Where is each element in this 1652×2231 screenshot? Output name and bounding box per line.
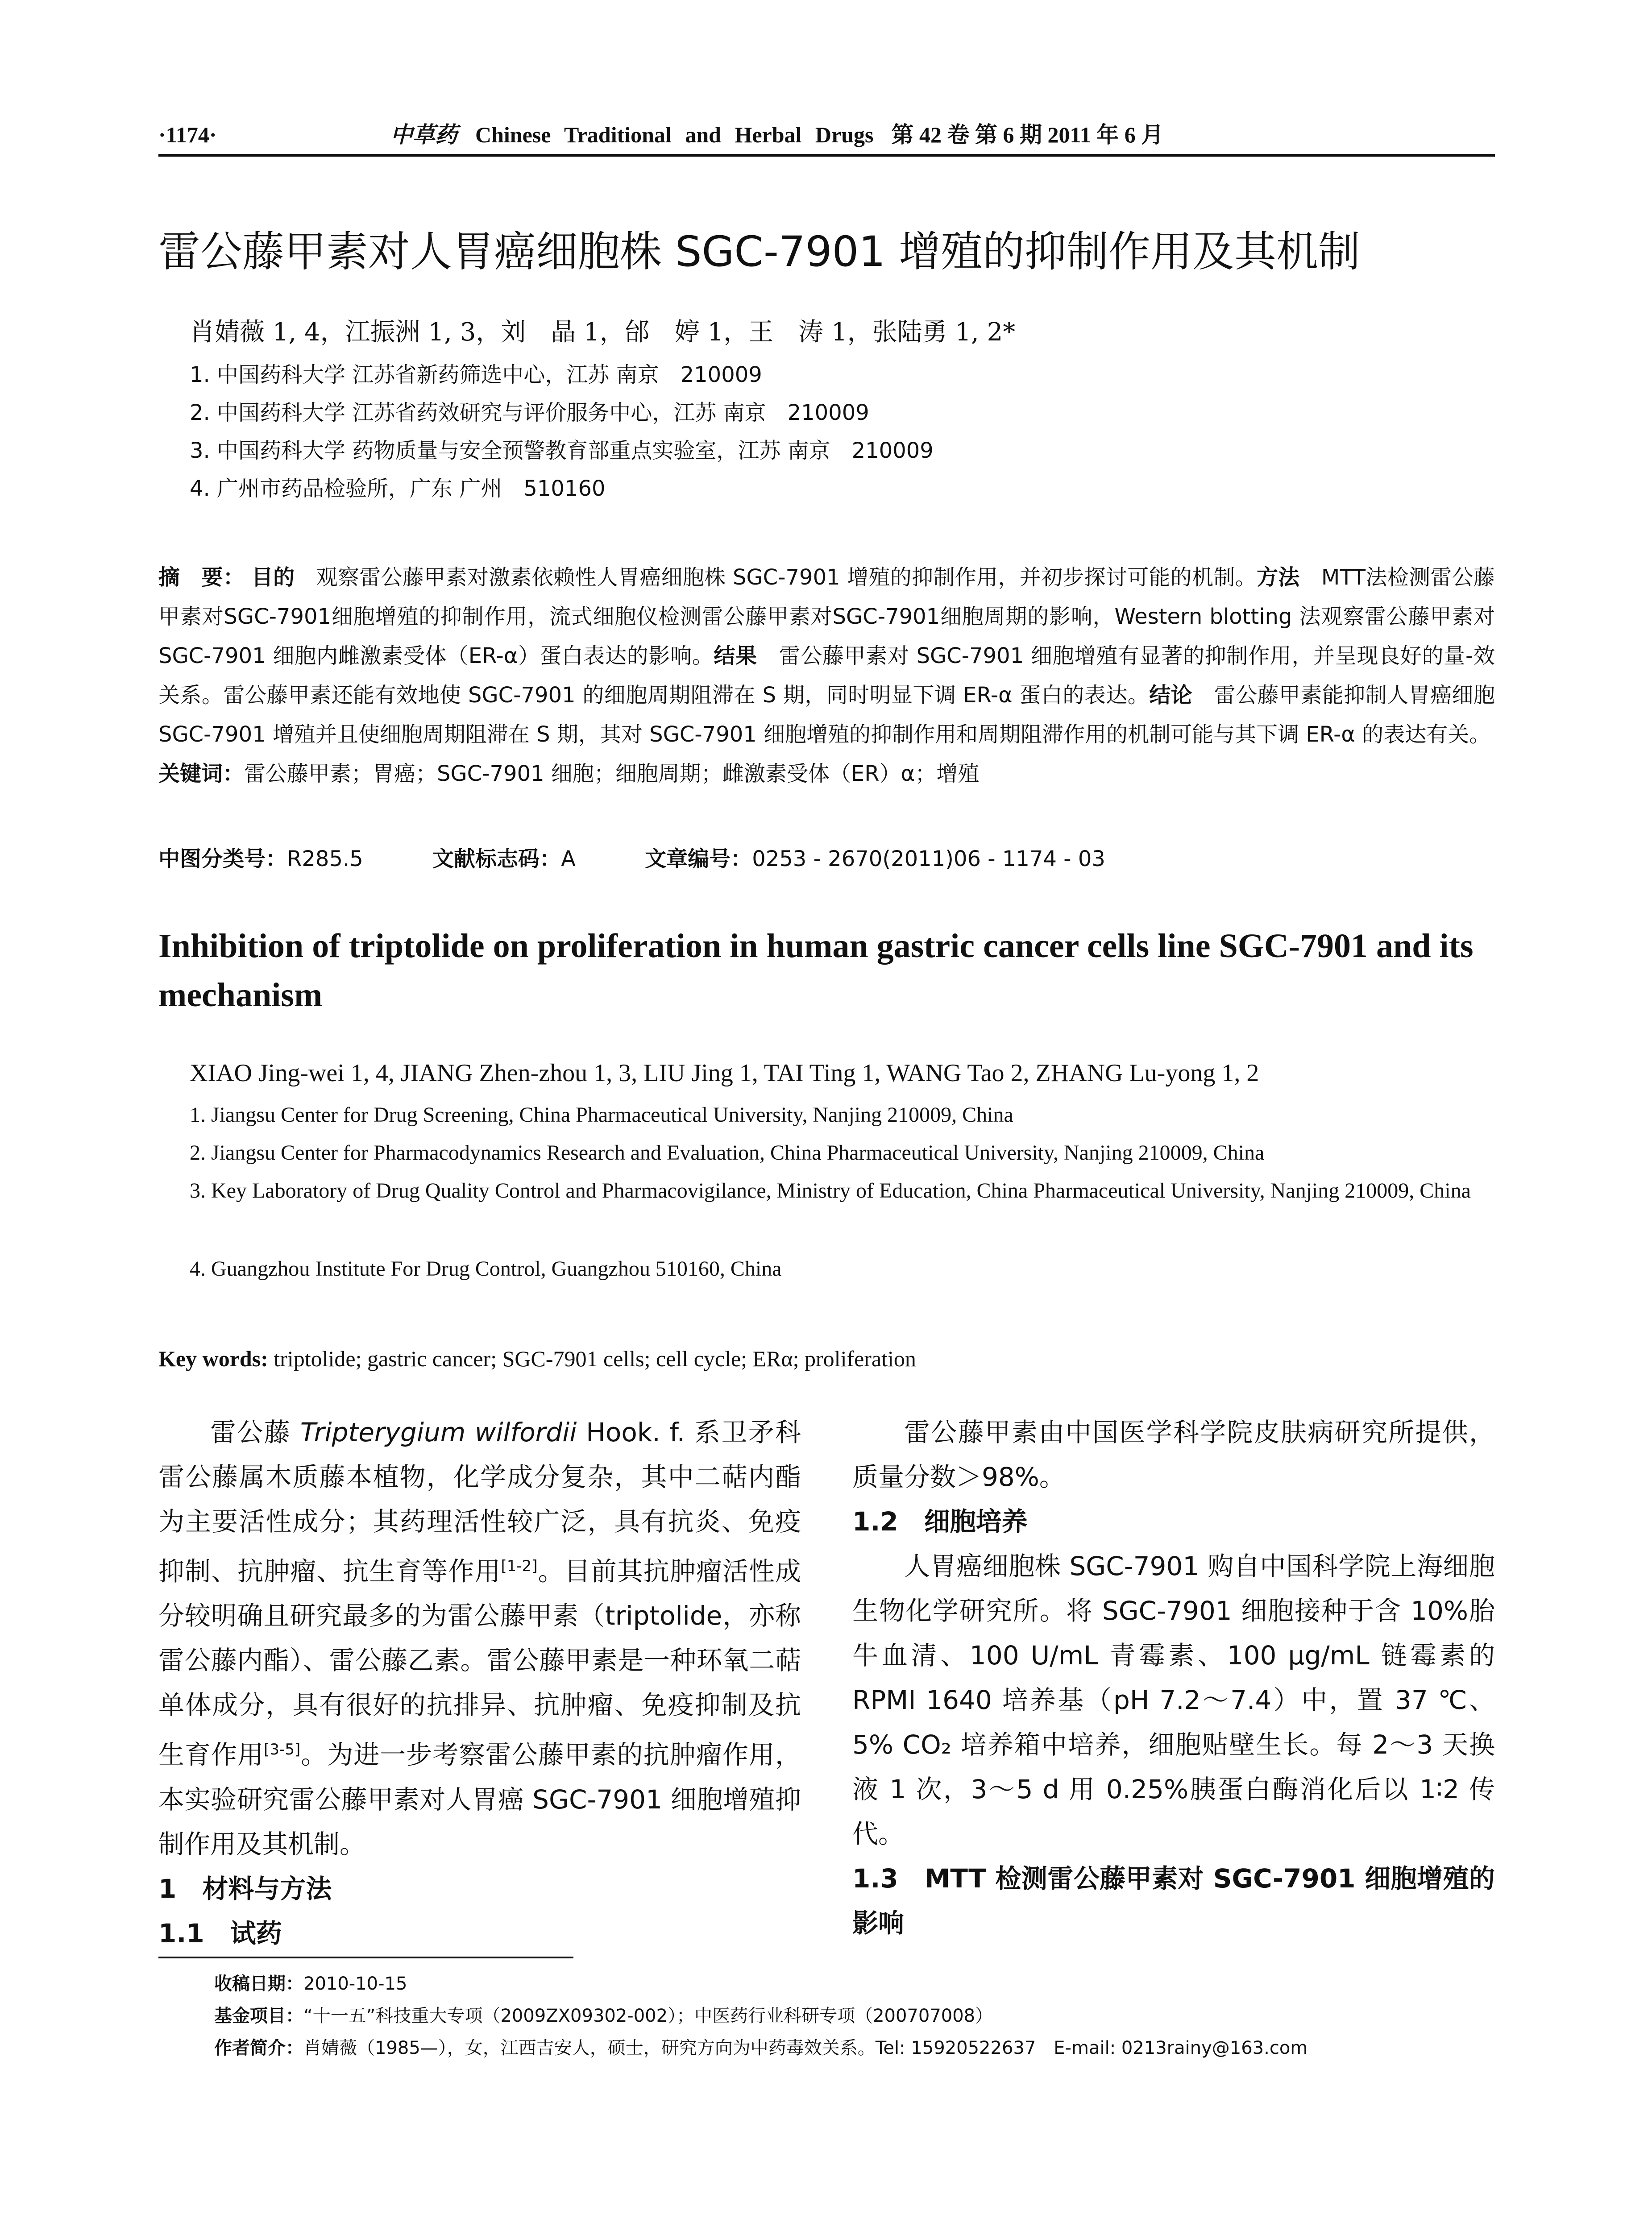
keywords-cn-label: 关键词： [158,761,245,786]
citation-ref: [1-2] [501,1557,538,1575]
conclusion-text: 雷公藤甲素能抑制人胃癌细胞 SGC-7901 增殖并且使细胞周期阻滞在 S 期，其对 SGC-7901 细胞增殖的抑制作用和周期阻滞作用的机制可能与其下调 ER-α 的表达有关。 [158,683,1495,747]
culture-paragraph: 人胃癌细胞株 SGC-7901 购自中国科学院上海细胞生物化学研究所。将 SGC-7901 细胞接种于含 10%胎牛血清、100 U/mL 青霉素、100 μg/mL 链霉素的 RPMI 1640 培养基（pH 7.2～7.4）中，置 37 ℃、5% CO₂ 培养箱中培养，细胞贴壁生长。每 2～3 天换液 1 次，3～5 d 用 0.25%胰蛋白酶消化后以 1∶2 传代。 [852,1551,1495,1849]
keywords-cn-text: 雷公藤甲素；胃癌；SGC-7901 细胞；细胞周期；雌激素受体（ER）α；增殖 [244,761,980,786]
english-title: Inhibition of triptolide on proliferation in human gastric cancer cells line SGC-7901 and its mechanism [158,927,1474,1014]
chinese-title: 雷公藤甲素对人胃癌细胞株 SGC-7901 增殖的抑制作用及其机制 [158,228,1361,276]
body-right-column [852,1410,1495,1945]
article-number-label: 文章编号： [645,846,752,871]
section-heading-1: 1 材料与方法 [158,1873,332,1904]
body-left-column [158,1410,801,1956]
fund-label: 基金项目： [214,2006,303,2026]
latin-name: Tripterygium wilfordii [300,1417,577,1447]
method-label: 方法 [1256,565,1300,590]
classification-line [158,839,1495,879]
intro-paragraph [158,1410,801,1866]
running-header [158,117,1495,153]
intro-text-d: 。为进一步考察雷公藤甲素的抗肿瘤作用，本实验研究雷公藤甲素对人胃癌 SGC-7901 细胞增殖抑制作用及其机制。 [158,1739,801,1859]
english-affiliation-4: 4. Guangzhou Institute For Drug Control, Guangzhou 510160, China [190,1257,782,1281]
footnotes [214,1968,1495,2064]
english-authors: XIAO Jing-wei 1, 4, JIANG Zhen-zhou 1, 3, LIU Jing 1, TAI Ting 1, WANG Tao 2, ZHANG Lu-yong 1, 2 [190,1059,1259,1087]
reagent-paragraph: 雷公藤甲素由中国医学科学院皮肤病研究所提供，质量分数＞98%。 [852,1417,1495,1492]
received-value: 2010-10-15 [303,1974,407,1994]
result-label: 结果 [714,643,757,668]
funding [214,2000,1495,2032]
english-affiliation-3: 3. Key Laboratory of Drug Quality Control and Pharmacovigilance, Ministry of Education, China Pharmaceutical University, Nanjing 210009, China [190,1179,1471,1203]
abstract-label: 摘 要： [158,565,245,590]
intro-text-c: 。目前其抗肿瘤活性成分较明确且研究最多的为雷公藤甲素（triptolide，亦称雷公藤内酯）、雷公藤乙素。雷公藤甲素是一种环氧二萜单体成分，具有很好的抗排异、抗肿瘤、免疫抑制及抗生育作用 [158,1556,801,1770]
doc-code-label: 文献标志码： [432,846,561,871]
english-affiliation-2: 2. Jiangsu Center for Pharmacodynamics Research and Evaluation, China Pharmaceutical University, Nanjing 210009, China [190,1141,1265,1165]
chinese-affiliation-1: 1. 中国药科大学 江苏省新药筛选中心，江苏 南京 210009 [190,362,762,387]
intro-text-a: 雷公藤 [210,1417,300,1447]
fund-value: “十一五”科技重大专项（2009ZX09302-002）；中医药行业科研专项（200707008） [303,2006,993,2026]
result-text: 雷公藤甲素对 SGC-7901 细胞增殖有显著的抑制作用，并呈现良好的量-效关系。雷公藤甲素还能有效地使 SGC-7901 的细胞周期阻滞在 S 期，同时明显下调 ER-α 蛋白的表达。 [158,643,1495,708]
section-heading-1-2: 1.2 细胞培养 [852,1506,1028,1537]
footnote-rule [158,1957,573,1958]
received-label: 收稿日期： [214,1974,303,1994]
chinese-affiliation-3: 3. 中国药科大学 药物质量与安全预警教育部重点实验室，江苏 南京 210009 [190,438,934,463]
chinese-authors: 肖婧薇 1, 4，江振洲 1, 3，刘 晶 1，邰 婷 1，王 涛 1，张陆勇 1, 2* [190,318,1016,347]
journal-en-name: Chinese Traditional and Herbal Drugs [475,122,874,147]
doc-code-value: A [561,846,576,871]
citation-ref: [3-5] [264,1741,301,1759]
chinese-affiliation-4: 4. 广州市药品检验所，广东 广州 510160 [190,476,606,501]
page-number: ·1174· [158,122,217,147]
author-bio-label: 作者简介： [214,2038,303,2058]
received-date [214,1968,1495,2000]
conclusion-label: 结论 [1149,683,1193,708]
chinese-affiliation-2: 2. 中国药科大学 江苏省药效研究与评价服务中心，江苏 南京 210009 [190,400,869,425]
author-bio-value: 肖婧薇（1985—），女，江西吉安人，硕士，研究方向为中药毒效关系。Tel: 15920522637 E-mail: 0213rainy@163.com [303,2038,1308,2058]
journal-issue: 第 42 卷 第 6 期 2011 年 6 月 [891,122,1164,147]
objective-label: 目的 [251,565,295,590]
keywords-en-text: triptolide; gastric cancer; SGC-7901 cells; cell cycle; ERα; proliferation [274,1346,916,1371]
intro-text-b: Hook. f. 系卫矛科雷公藤属木质藤本植物，化学成分复杂，其中二萜内酯为主要活性成分；其药理活性较广泛，具有抗炎、免疫抑制、抗肿瘤、抗生育等作用 [158,1417,801,1587]
objective-text: 观察雷公藤甲素对激素依赖性人胃癌细胞株 SGC-7901 增殖的抑制作用，并初步探讨可能的机制。 [316,565,1257,590]
keywords-en-label: Key words: [158,1346,268,1371]
clc-value: R285.5 [287,846,363,871]
english-keywords [158,1339,916,1379]
section-heading-1-3: 1.3 MTT 检测雷公藤甲素对 SGC-7901 细胞增殖的影响 [852,1863,1495,1938]
author-bio [214,2032,1495,2064]
chinese-abstract [158,558,1495,793]
clc-label: 中图分类号： [158,846,287,871]
article-number-value: 0253 - 2670(2011)06 - 1174 - 03 [752,846,1105,871]
journal-info [390,117,1163,153]
method-text: MTT法检测雷公藤甲素对SGC-7901细胞增殖的抑制作用，流式细胞仪检测雷公藤甲素对SGC-7901细胞周期的影响，Western blotting 法观察雷公藤甲素对 SGC-7901 细胞内雌激素受体（ER-α）蛋白表达的影响。 [158,565,1495,668]
journal-cn-logo: 中草药 [390,121,457,148]
english-affiliation-1: 1. Jiangsu Center for Drug Screening, China Pharmaceutical University, Nanjing 210009, China [190,1103,1013,1127]
header-rule [158,154,1495,157]
section-heading-1-1: 1.1 试药 [158,1918,282,1949]
